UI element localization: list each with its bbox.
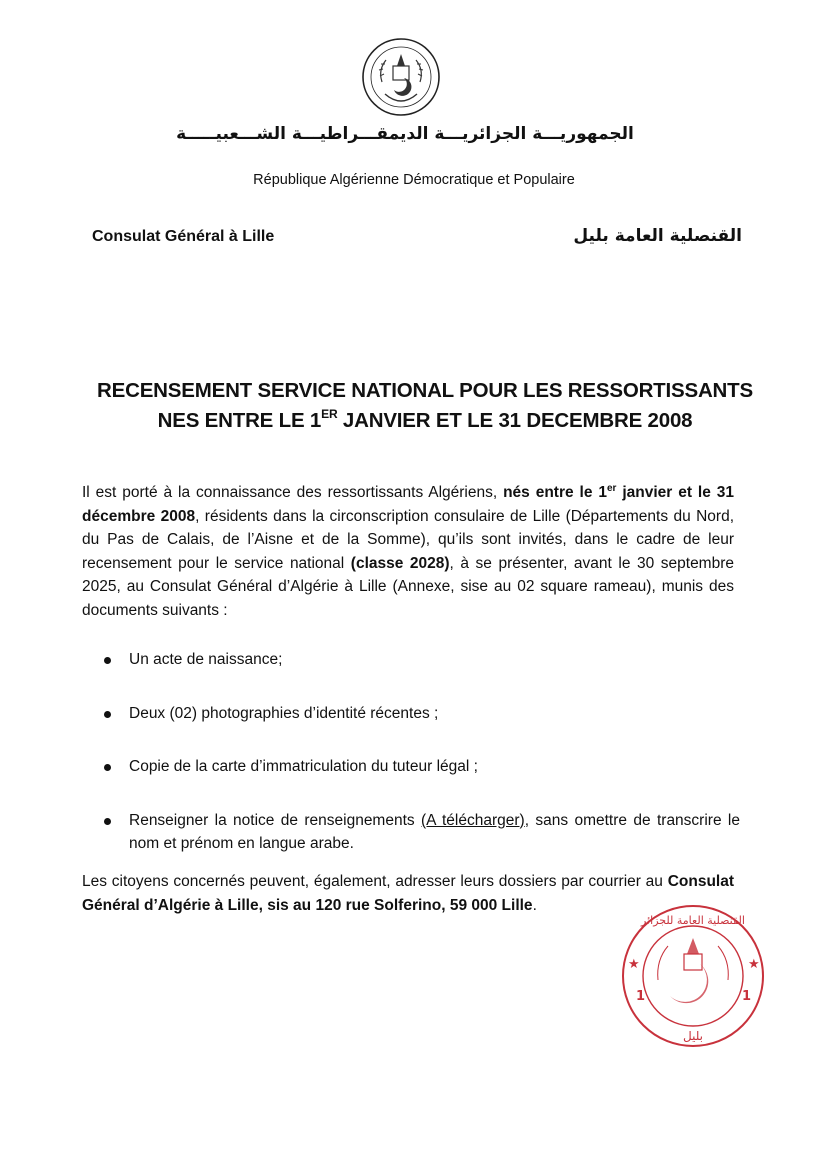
intro-text-1: Il est porté à la connaissance des ressortissants Algériens,	[82, 484, 504, 501]
list-item	[100, 702, 740, 726]
intro-paragraph	[82, 481, 734, 622]
stamp-number-right: 1	[742, 989, 752, 1004]
document-title	[60, 376, 790, 436]
bullet-icon	[104, 764, 111, 771]
stamp-number-left: 1	[636, 989, 646, 1004]
bullet-icon	[104, 657, 111, 664]
intro-bold-1: nés entre le 1	[503, 484, 607, 501]
bullet-icon	[104, 818, 111, 825]
intro-bold-class: (classe 2028)	[350, 554, 450, 572]
list-item	[100, 648, 740, 672]
algeria-emblem-icon	[360, 36, 442, 118]
documents-list	[100, 648, 740, 856]
list-item	[100, 809, 740, 856]
intro-bold-2: janvier et le 31 décembre 2008	[82, 484, 735, 525]
stamp-bottom-text: بليل	[682, 1029, 704, 1043]
french-republic-heading: République Algérienne Démocratique et Populaire	[253, 172, 575, 188]
closing-text-2: .	[532, 896, 537, 914]
list-item-text-end: , sans omettre de transcrire le nom et prénom en langue arabe.	[129, 811, 740, 852]
title-line-1: RECENSEMENT SERVICE NATIONAL POUR LES RESSORTISSANTS	[97, 379, 753, 402]
consulate-name-fr: Consulat Général à Lille	[92, 228, 275, 245]
intro-bold-sup: er	[606, 483, 617, 494]
list-item-text: Deux (02) photographies d’identité récentes ;	[129, 704, 439, 722]
consulate-stamp	[608, 896, 778, 1056]
list-item	[100, 755, 740, 779]
title-line-2-prefix: NES ENTRE LE 1	[157, 409, 322, 432]
title-line-2-suffix: JANVIER ET LE 31 DECEMBRE 2008	[337, 409, 693, 432]
bullet-icon	[104, 711, 111, 718]
intro-text-2: , résidents dans la circonscription consulaire de Lille (Départements du Nord, du Pas de Calais, de l’Aisne et de la Somme), qu’ils sont invités, dans le cadre de leur recensement pour le service national	[82, 507, 734, 572]
title-line-2	[60, 406, 790, 436]
download-link[interactable]: (A télécharger)	[421, 811, 525, 829]
closing-text-1: Les citoyens concernés peuvent, également, adresser leurs dossiers par courrier au	[82, 873, 668, 890]
consulate-name-ar: القنصلية العامة بليل	[573, 226, 742, 246]
stamp-ring-text: القنصلية العامة للجزائر	[641, 914, 745, 927]
svg-text:★: ★	[628, 957, 640, 972]
list-item-text: Un acte de naissance;	[129, 651, 283, 668]
svg-text:★: ★	[748, 957, 760, 972]
closing-address: Consulat Général d’Algérie à Lille, sis au 120 rue Solferino, 59 000 Lille	[82, 873, 734, 914]
list-item-text: Copie de la carte d’immatriculation du tuteur légal ;	[129, 758, 478, 775]
title-line-2-sup: ER	[321, 407, 338, 421]
intro-text-3: , à se présenter, avant le 30 septembre 2025, au Consulat Général d’Algérie à Lille (Annexe, sise au 02 square rameau), munis des documents suivants :	[82, 554, 734, 619]
arabic-republic-heading: الجمهوريـــة الجزائريـــة الديمقـــراطيـــة الشـــعبيـــــة	[176, 124, 634, 144]
list-item-text: Renseigner la notice de renseignements	[129, 811, 421, 829]
